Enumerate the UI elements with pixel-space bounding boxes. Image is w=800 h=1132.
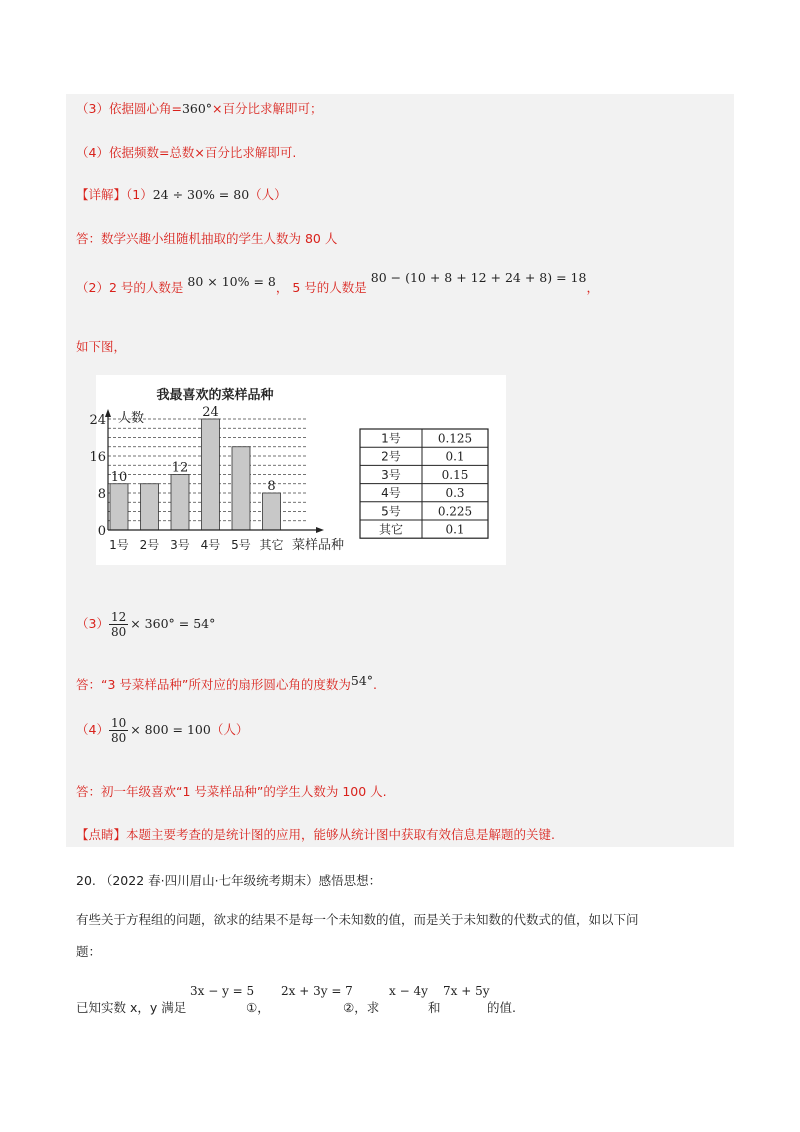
x-tick-label: 4号 — [200, 538, 221, 552]
chart-title: 我最喜欢的菜样品种 — [156, 388, 274, 403]
answer-3-suffix: . — [373, 677, 378, 692]
detail-suffix: （人） — [249, 187, 287, 202]
part-2-prefix: （2）2 号的人数是 — [76, 280, 184, 295]
and-word: 和 — [428, 1000, 441, 1015]
x-tick-label: 5号 — [231, 538, 251, 552]
detail-prefix: （1） — [126, 187, 153, 202]
detail-math: 24 ÷ 30% = 80 — [152, 187, 250, 202]
method-3-math: 360° — [181, 101, 213, 116]
part-2-line — [76, 270, 599, 296]
x-axis-label: 菜样品种 — [292, 538, 345, 553]
question-20-given — [76, 998, 186, 1016]
part-3-prefix: （3） — [76, 616, 109, 631]
table-category-cell: 5号 — [381, 504, 401, 519]
mark-2: ②，求 — [343, 1000, 380, 1015]
bar — [232, 447, 250, 530]
table-value-cell: 0.225 — [437, 504, 473, 519]
y-tick-label: 24 — [89, 413, 106, 428]
y-tick-label: 8 — [97, 487, 106, 502]
part-2-suffix: ， — [586, 280, 599, 295]
part-3-denominator: 80 — [110, 625, 127, 639]
expression-1: x − 4y — [389, 984, 428, 998]
y-tick-label: 16 — [89, 450, 106, 465]
part-4-denominator: 80 — [110, 731, 127, 745]
detail-line — [76, 185, 287, 203]
detail-tag: 【详解】 — [76, 187, 127, 202]
table-category-cell: 其它 — [378, 522, 404, 537]
answer-3-prefix: 答：“3 号菜样品种”所对应的扇形圆心角的度数为 — [76, 677, 351, 692]
table-value-cell: 0.3 — [445, 486, 465, 501]
question-20-body-2: 题： — [76, 944, 102, 959]
table-category-cell: 4号 — [381, 486, 401, 501]
table-value-cell: 0.125 — [437, 431, 473, 446]
bar-data-label: 10 — [110, 469, 128, 485]
bar — [263, 493, 281, 530]
part-3-math: × 360° = 54° — [130, 616, 216, 631]
expression-2: 7x + 5y — [443, 984, 490, 998]
part-2-math-2: 80 − (10 + 8 + 12 + 24 + 8) = 18 — [370, 270, 587, 285]
part-4-line — [76, 716, 248, 745]
bar-data-label: 8 — [267, 479, 276, 494]
question-20-header: 20. （2022 春·四川眉山·七年级统考期末）感悟思想： — [76, 873, 382, 888]
table-value-cell: 0.1 — [445, 449, 465, 464]
bar-data-label: 24 — [202, 405, 219, 420]
method-3-prefix: （3）依据圆心角= — [76, 101, 182, 116]
table-category-cell: 3号 — [381, 467, 401, 482]
part-4-prefix: （4） — [76, 722, 109, 737]
part-3-numerator: 12 — [110, 610, 127, 624]
question-20-body-1: 有些关于方程组的问题，欲求的结果不是每一个未知数的值，而是关于未知数的代数式的值，如以下问 — [76, 912, 639, 927]
frequency-table — [360, 429, 488, 538]
part-4-suffix: （人） — [210, 722, 249, 737]
method-line-3 — [76, 99, 323, 117]
bar — [202, 419, 220, 530]
part-2-mid: ， 5 号的人数是 — [275, 280, 367, 295]
part-4-math: × 800 = 100 — [130, 722, 211, 737]
part-4-numerator: 10 — [110, 716, 127, 730]
bar — [141, 484, 159, 530]
equation-1: 3x − y = 5 — [190, 984, 255, 998]
table-value-cell: 0.1 — [445, 522, 465, 537]
question-20-suffix: 的值. — [487, 1000, 516, 1015]
x-tick-label: 3号 — [170, 538, 190, 552]
answer-3-math: 54° — [350, 673, 374, 688]
bar — [171, 475, 189, 531]
key-point-tag: 【点睛】 — [76, 827, 127, 842]
equation-2: 2x + 3y = 7 — [281, 984, 353, 998]
method-line-4: （4）依据频数=总数×百分比求解即可. — [76, 145, 297, 160]
x-axis-arrow — [316, 527, 324, 533]
y-axis-label: 人数 — [118, 411, 145, 426]
key-point-line — [76, 825, 555, 843]
answer-4: 答：初一年级喜欢“1 号菜样品种”的学生人数为 100 人. — [76, 784, 387, 799]
part-4-fraction — [109, 716, 128, 745]
x-tick-label: 2号 — [139, 538, 160, 552]
mark-1: ①， — [246, 1000, 270, 1015]
key-point-text: 本题主要考查的是统计图的应用，能够从统计图中获取有效信息是解题的关键. — [126, 827, 555, 842]
bar-chart-svg — [89, 375, 506, 565]
bar-data-label: 12 — [171, 460, 189, 476]
figure-intro: 如下图， — [76, 339, 127, 354]
answer-1: 答：数学兴趣小组随机抽取的学生人数为 80 人 — [76, 231, 338, 246]
table-category-cell: 1号 — [381, 431, 401, 446]
table-value-cell: 0.15 — [441, 467, 469, 482]
y-tick-label: 0 — [97, 524, 106, 539]
x-tick-label: 1号 — [109, 538, 129, 552]
part-3-line — [76, 610, 215, 639]
part-2-math-1: 80 × 10% = 8 — [187, 274, 276, 289]
answer-3 — [76, 675, 377, 693]
chart-figure — [89, 375, 506, 565]
method-3-suffix: ×百分比求解即可； — [212, 101, 323, 116]
table-category-cell: 2号 — [381, 449, 401, 464]
given-prefix: 已知实数 x，y 满足 — [76, 1000, 187, 1015]
x-tick-label: 其它 — [259, 538, 284, 552]
part-3-fraction — [109, 610, 128, 639]
bar — [110, 484, 128, 530]
